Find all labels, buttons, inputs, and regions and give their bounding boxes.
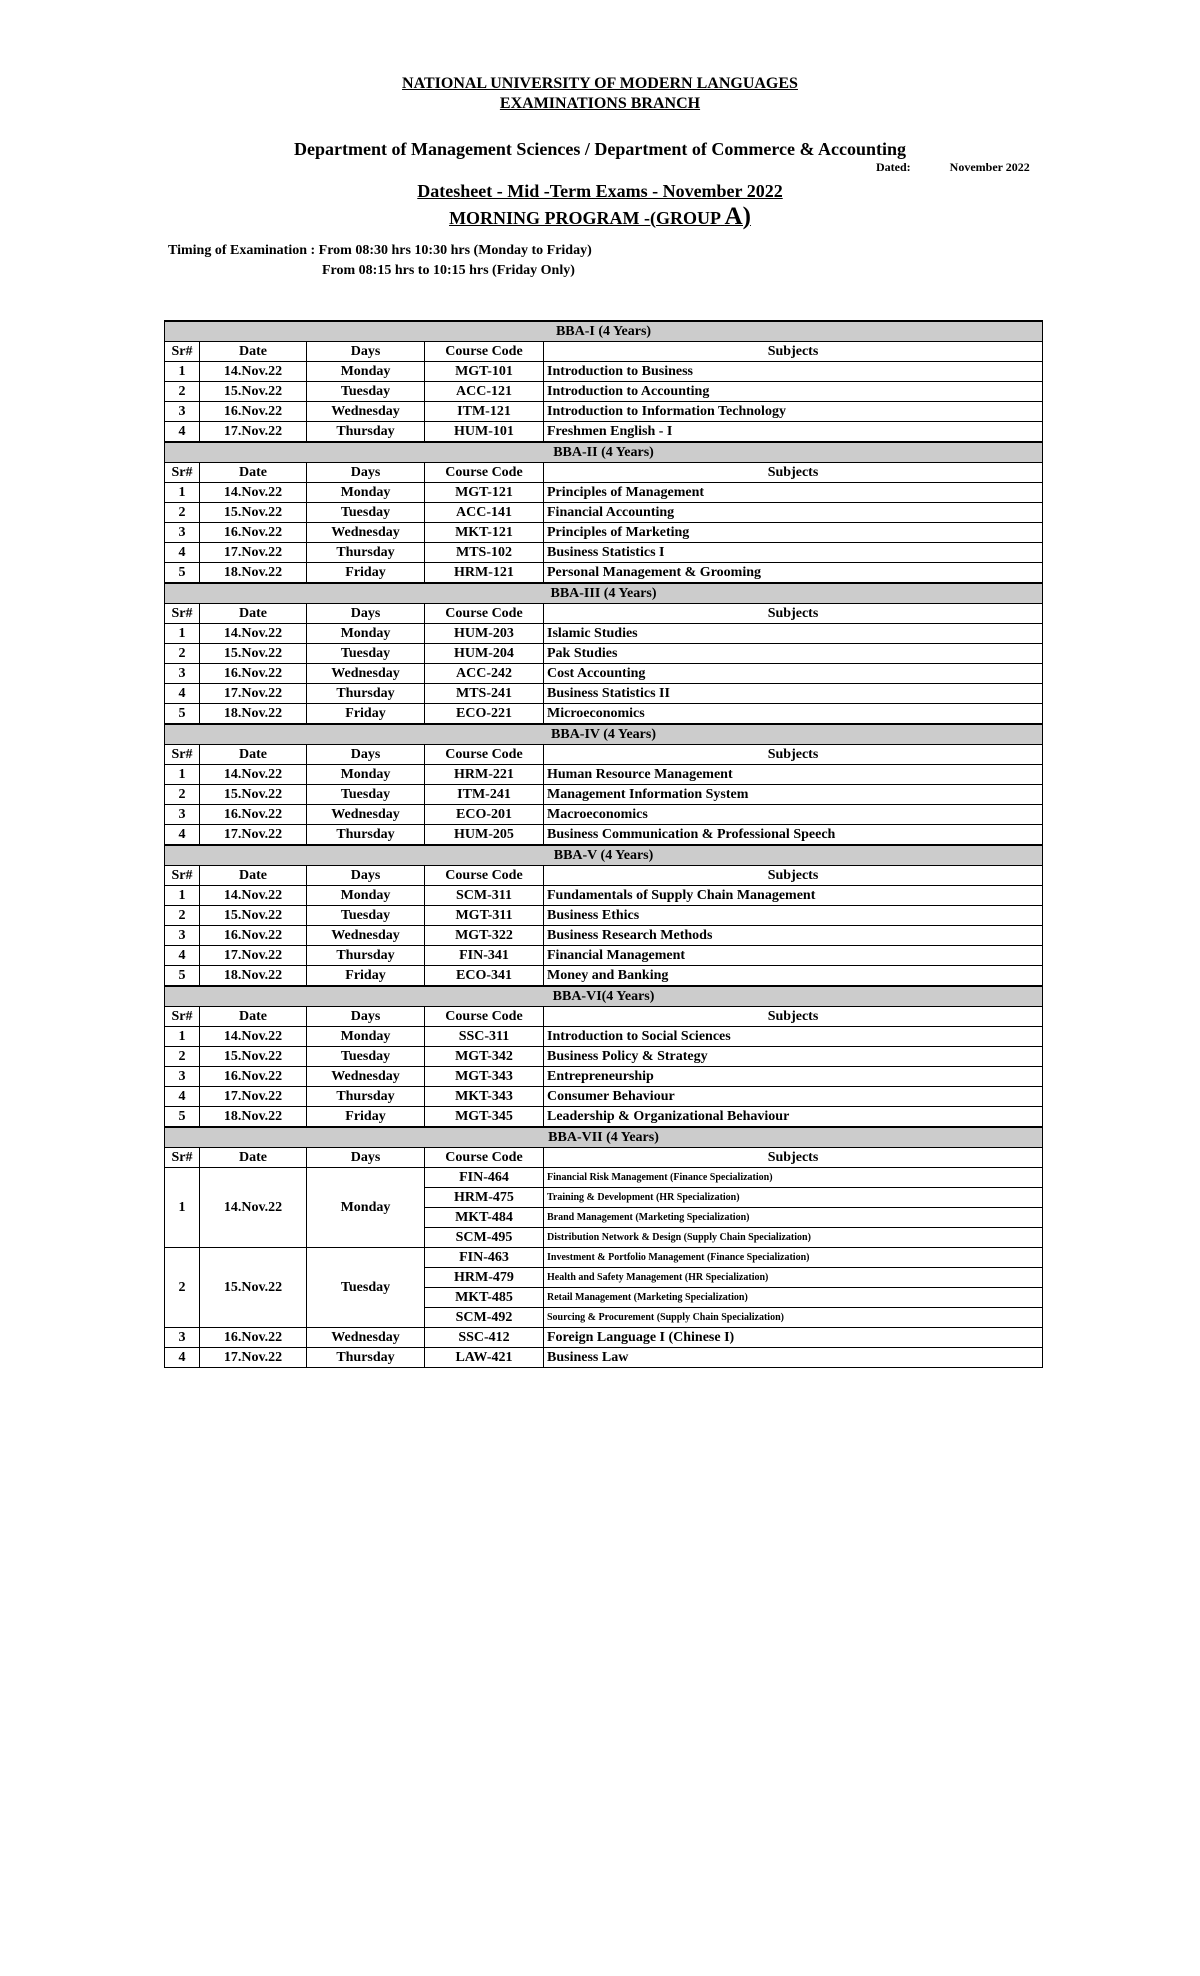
date-cell: 14.Nov.22: [200, 362, 307, 382]
table-row: [165, 1047, 1043, 1067]
date-cell: 15.Nov.22: [200, 503, 307, 523]
date-cell: 16.Nov.22: [200, 664, 307, 684]
sr-cell: 4: [165, 1348, 200, 1368]
subject-cell: Financial Risk Management (Finance Specialization): [544, 1168, 1043, 1188]
table-row: [165, 825, 1043, 846]
sr-cell: 3: [165, 523, 200, 543]
subject-cell: Distribution Network & Design (Supply Chain Specialization): [544, 1228, 1043, 1248]
subject-cell: Financial Accounting: [544, 503, 1043, 523]
column-header-sr: Sr#: [165, 866, 200, 886]
column-header-code: Course Code: [425, 1007, 544, 1027]
sr-cell: 1: [165, 624, 200, 644]
course-code-cell: HUM-204: [425, 644, 544, 664]
subject-cell: Introduction to Social Sciences: [544, 1027, 1043, 1047]
day-cell: Wednesday: [307, 805, 425, 825]
section-title: BBA-VI(4 Years): [165, 986, 1043, 1007]
date-cell: 16.Nov.22: [200, 926, 307, 946]
section-title: BBA-I (4 Years): [165, 321, 1043, 342]
course-code-cell: SCM-492: [425, 1308, 544, 1328]
date-cell: 16.Nov.22: [200, 805, 307, 825]
column-header-days: Days: [307, 1007, 425, 1027]
date-cell: 16.Nov.22: [200, 523, 307, 543]
section-header: [165, 1127, 1043, 1148]
table-row: [165, 523, 1043, 543]
course-code-cell: MGT-343: [425, 1067, 544, 1087]
sr-cell: 4: [165, 1087, 200, 1107]
course-code-cell: MTS-241: [425, 684, 544, 704]
day-cell: Thursday: [307, 543, 425, 563]
subject-cell: Brand Management (Marketing Specialization): [544, 1208, 1043, 1228]
sr-cell: 5: [165, 966, 200, 987]
date-cell: 14.Nov.22: [200, 483, 307, 503]
subject-cell: Introduction to Accounting: [544, 382, 1043, 402]
dated-label: Dated:: [876, 160, 911, 174]
course-code-cell: MKT-484: [425, 1208, 544, 1228]
sr-cell: 4: [165, 684, 200, 704]
day-cell: Wednesday: [307, 523, 425, 543]
sr-cell: 5: [165, 1107, 200, 1128]
subject-cell: Macroeconomics: [544, 805, 1043, 825]
table-row: [165, 926, 1043, 946]
column-header-days: Days: [307, 463, 425, 483]
course-code-cell: ITM-241: [425, 785, 544, 805]
table-row: [165, 886, 1043, 906]
table-row: [165, 684, 1043, 704]
branch-name: EXAMINATIONS BRANCH: [499, 95, 701, 112]
day-cell: Friday: [307, 563, 425, 584]
sr-cell: 5: [165, 563, 200, 584]
subject-cell: Pak Studies: [544, 644, 1043, 664]
subject-cell: Introduction to Business: [544, 362, 1043, 382]
sr-cell: 3: [165, 402, 200, 422]
day-cell: Wednesday: [307, 926, 425, 946]
sr-cell: 2: [165, 644, 200, 664]
table-row: [165, 1087, 1043, 1107]
day-cell: Thursday: [307, 1087, 425, 1107]
subject-cell: Management Information System: [544, 785, 1043, 805]
day-cell: Monday: [307, 1168, 425, 1248]
day-cell: Tuesday: [307, 644, 425, 664]
date-cell: 15.Nov.22: [200, 1248, 307, 1328]
table-row: [165, 966, 1043, 987]
day-cell: Monday: [307, 362, 425, 382]
section-title: BBA-III (4 Years): [165, 583, 1043, 604]
sr-cell: 3: [165, 926, 200, 946]
table-row: [165, 704, 1043, 725]
day-cell: Tuesday: [307, 906, 425, 926]
course-code-cell: HUM-101: [425, 422, 544, 443]
course-code-cell: ITM-121: [425, 402, 544, 422]
date-cell: 16.Nov.22: [200, 402, 307, 422]
column-header-code: Course Code: [425, 463, 544, 483]
day-cell: Friday: [307, 704, 425, 725]
section-header: [165, 442, 1043, 463]
day-cell: Tuesday: [307, 503, 425, 523]
column-header-subjects: Subjects: [544, 463, 1043, 483]
day-cell: Wednesday: [307, 402, 425, 422]
subject-cell: Islamic Studies: [544, 624, 1043, 644]
subject-cell: Freshmen English - I: [544, 422, 1043, 443]
table-row: [165, 1248, 1043, 1268]
course-code-cell: HRM-221: [425, 765, 544, 785]
column-header-date: Date: [200, 1148, 307, 1168]
course-code-cell: SCM-311: [425, 886, 544, 906]
date-cell: 18.Nov.22: [200, 563, 307, 584]
course-code-cell: MGT-345: [425, 1107, 544, 1128]
column-header-subjects: Subjects: [544, 342, 1043, 362]
day-cell: Tuesday: [307, 1248, 425, 1328]
column-header-row: [165, 1148, 1043, 1168]
table-row: [165, 422, 1043, 443]
subject-cell: Principles of Management: [544, 483, 1043, 503]
table-row: [165, 563, 1043, 584]
date-cell: 17.Nov.22: [200, 946, 307, 966]
subject-cell: Business Ethics: [544, 906, 1043, 926]
table-row: [165, 543, 1043, 563]
section-title: BBA-IV (4 Years): [165, 724, 1043, 745]
subject-cell: Entrepreneurship: [544, 1067, 1043, 1087]
sr-cell: 1: [165, 483, 200, 503]
table-row: [165, 483, 1043, 503]
datesheet-title: Datesheet - Mid -Term Exams - November 2022: [417, 181, 783, 201]
table-row: [165, 503, 1043, 523]
column-header-sr: Sr#: [165, 342, 200, 362]
section-header: [165, 986, 1043, 1007]
day-cell: Thursday: [307, 1348, 425, 1368]
day-cell: Wednesday: [307, 1067, 425, 1087]
column-header-row: [165, 745, 1043, 765]
course-code-cell: ACC-242: [425, 664, 544, 684]
date-cell: 15.Nov.22: [200, 382, 307, 402]
course-code-cell: FIN-464: [425, 1168, 544, 1188]
course-code-cell: HUM-205: [425, 825, 544, 846]
dated-line: [876, 160, 1030, 175]
table-row: [165, 382, 1043, 402]
course-code-cell: HUM-203: [425, 624, 544, 644]
dated-value: November 2022: [949, 160, 1030, 174]
subject-cell: Business Research Methods: [544, 926, 1043, 946]
day-cell: Tuesday: [307, 785, 425, 805]
course-code-cell: HRM-475: [425, 1188, 544, 1208]
sr-cell: 2: [165, 1248, 200, 1328]
column-header-code: Course Code: [425, 745, 544, 765]
table-row: [165, 946, 1043, 966]
course-code-cell: MTS-102: [425, 543, 544, 563]
column-header-sr: Sr#: [165, 463, 200, 483]
course-code-cell: ACC-121: [425, 382, 544, 402]
exam-schedule-body: [165, 321, 1043, 1368]
date-cell: 15.Nov.22: [200, 1047, 307, 1067]
day-cell: Thursday: [307, 684, 425, 704]
column-header-subjects: Subjects: [544, 866, 1043, 886]
sr-cell: 2: [165, 382, 200, 402]
table-row: [165, 402, 1043, 422]
day-cell: Thursday: [307, 946, 425, 966]
sr-cell: 4: [165, 543, 200, 563]
date-cell: 14.Nov.22: [200, 624, 307, 644]
column-header-days: Days: [307, 342, 425, 362]
day-cell: Monday: [307, 886, 425, 906]
column-header-date: Date: [200, 463, 307, 483]
course-code-cell: MKT-121: [425, 523, 544, 543]
sr-cell: 3: [165, 805, 200, 825]
column-header-sr: Sr#: [165, 604, 200, 624]
sr-cell: 2: [165, 906, 200, 926]
section-header: [165, 724, 1043, 745]
column-header-days: Days: [307, 866, 425, 886]
date-cell: 17.Nov.22: [200, 543, 307, 563]
course-code-cell: MGT-311: [425, 906, 544, 926]
day-cell: Friday: [307, 966, 425, 987]
column-header-subjects: Subjects: [544, 604, 1043, 624]
date-cell: 17.Nov.22: [200, 1087, 307, 1107]
subject-cell: Principles of Marketing: [544, 523, 1043, 543]
date-cell: 16.Nov.22: [200, 1328, 307, 1348]
sr-cell: 5: [165, 704, 200, 725]
date-cell: 17.Nov.22: [200, 825, 307, 846]
table-row: [165, 765, 1043, 785]
day-cell: Wednesday: [307, 1328, 425, 1348]
subject-cell: Investment & Portfolio Management (Finance Specialization): [544, 1248, 1043, 1268]
table-row: [165, 1027, 1043, 1047]
table-row: [165, 1348, 1043, 1368]
column-header-code: Course Code: [425, 866, 544, 886]
subject-cell: Sourcing & Procurement (Supply Chain Specialization): [544, 1308, 1043, 1328]
table-row: [165, 1107, 1043, 1128]
course-code-cell: LAW-421: [425, 1348, 544, 1368]
column-header-subjects: Subjects: [544, 1007, 1043, 1027]
column-header-row: [165, 342, 1043, 362]
date-cell: 17.Nov.22: [200, 422, 307, 443]
column-header-sr: Sr#: [165, 1007, 200, 1027]
day-cell: Tuesday: [307, 1047, 425, 1067]
section-title: BBA-VII (4 Years): [165, 1127, 1043, 1148]
course-code-cell: SCM-495: [425, 1228, 544, 1248]
sr-cell: 1: [165, 362, 200, 382]
section-header: [165, 583, 1043, 604]
table-row: [165, 1168, 1043, 1188]
column-header-date: Date: [200, 1007, 307, 1027]
column-header-subjects: Subjects: [544, 745, 1043, 765]
sr-cell: 3: [165, 664, 200, 684]
column-header-row: [165, 463, 1043, 483]
subject-cell: Business Law: [544, 1348, 1043, 1368]
date-cell: 17.Nov.22: [200, 684, 307, 704]
column-header-subjects: Subjects: [544, 1148, 1043, 1168]
table-row: [165, 1328, 1043, 1348]
table-row: [165, 805, 1043, 825]
date-cell: 14.Nov.22: [200, 886, 307, 906]
column-header-date: Date: [200, 342, 307, 362]
column-header-days: Days: [307, 604, 425, 624]
date-cell: 18.Nov.22: [200, 1107, 307, 1128]
subject-cell: Training & Development (HR Specialization): [544, 1188, 1043, 1208]
date-cell: 18.Nov.22: [200, 704, 307, 725]
section-header: [165, 321, 1043, 342]
table-row: [165, 624, 1043, 644]
timing-line-1: Timing of Examination : From 08:30 hrs 10:30 hrs (Monday to Friday): [168, 243, 592, 258]
column-header-row: [165, 866, 1043, 886]
date-cell: 14.Nov.22: [200, 1168, 307, 1248]
section-header: [165, 845, 1043, 866]
date-cell: 14.Nov.22: [200, 1027, 307, 1047]
timing-line-2: From 08:15 hrs to 10:15 hrs (Friday Only): [322, 263, 575, 278]
subject-cell: Business Statistics II: [544, 684, 1043, 704]
day-cell: Thursday: [307, 422, 425, 443]
subject-cell: Money and Banking: [544, 966, 1043, 987]
subject-cell: Leadership & Organizational Behaviour: [544, 1107, 1043, 1128]
sr-cell: 1: [165, 886, 200, 906]
subject-cell: Business Statistics I: [544, 543, 1043, 563]
column-header-date: Date: [200, 745, 307, 765]
day-cell: Tuesday: [307, 382, 425, 402]
table-row: [165, 362, 1043, 382]
day-cell: Monday: [307, 1027, 425, 1047]
column-header-date: Date: [200, 866, 307, 886]
course-code-cell: MGT-101: [425, 362, 544, 382]
course-code-cell: ECO-221: [425, 704, 544, 725]
subject-cell: Fundamentals of Supply Chain Management: [544, 886, 1043, 906]
column-header-row: [165, 1007, 1043, 1027]
subject-cell: Human Resource Management: [544, 765, 1043, 785]
course-code-cell: FIN-463: [425, 1248, 544, 1268]
program-suffix: A): [724, 203, 751, 230]
course-code-cell: MKT-485: [425, 1288, 544, 1308]
course-code-cell: FIN-341: [425, 946, 544, 966]
course-code-cell: MGT-342: [425, 1047, 544, 1067]
table-row: [165, 906, 1043, 926]
subject-cell: Consumer Behaviour: [544, 1087, 1043, 1107]
table-row: [165, 644, 1043, 664]
column-header-days: Days: [307, 745, 425, 765]
course-code-cell: ECO-201: [425, 805, 544, 825]
date-cell: 15.Nov.22: [200, 644, 307, 664]
course-code-cell: HRM-121: [425, 563, 544, 584]
university-name: NATIONAL UNIVERSITY OF MODERN LANGUAGES: [402, 75, 798, 92]
subject-cell: Retail Management (Marketing Specialization): [544, 1288, 1043, 1308]
date-cell: 17.Nov.22: [200, 1348, 307, 1368]
course-code-cell: MKT-343: [425, 1087, 544, 1107]
course-code-cell: ECO-341: [425, 966, 544, 987]
section-title: BBA-II (4 Years): [165, 442, 1043, 463]
day-cell: Monday: [307, 483, 425, 503]
sr-cell: 3: [165, 1328, 200, 1348]
day-cell: Thursday: [307, 825, 425, 846]
exam-schedule-table: [164, 320, 1043, 1368]
subject-cell: Personal Management & Grooming: [544, 563, 1043, 584]
table-row: [165, 1067, 1043, 1087]
sr-cell: 3: [165, 1067, 200, 1087]
sr-cell: 2: [165, 1047, 200, 1067]
sr-cell: 4: [165, 946, 200, 966]
subject-cell: Business Policy & Strategy: [544, 1047, 1043, 1067]
sr-cell: 1: [165, 765, 200, 785]
subject-cell: Foreign Language I (Chinese I): [544, 1328, 1043, 1348]
course-code-cell: SSC-412: [425, 1328, 544, 1348]
course-code-cell: MGT-322: [425, 926, 544, 946]
sr-cell: 4: [165, 422, 200, 443]
department-title: Department of Management Sciences / Department of Commerce & Accounting: [293, 139, 907, 159]
column-header-code: Course Code: [425, 342, 544, 362]
day-cell: Friday: [307, 1107, 425, 1128]
table-row: [165, 664, 1043, 684]
date-cell: 15.Nov.22: [200, 785, 307, 805]
day-cell: Monday: [307, 765, 425, 785]
column-header-sr: Sr#: [165, 1148, 200, 1168]
course-code-cell: HRM-479: [425, 1268, 544, 1288]
date-cell: 16.Nov.22: [200, 1067, 307, 1087]
sr-cell: 1: [165, 1027, 200, 1047]
course-code-cell: MGT-121: [425, 483, 544, 503]
section-title: BBA-V (4 Years): [165, 845, 1043, 866]
subject-cell: Health and Safety Management (HR Specialization): [544, 1268, 1043, 1288]
date-cell: 14.Nov.22: [200, 765, 307, 785]
program-group: GROUP: [656, 208, 721, 228]
column-header-date: Date: [200, 604, 307, 624]
sr-cell: 2: [165, 503, 200, 523]
column-header-code: Course Code: [425, 604, 544, 624]
date-cell: 18.Nov.22: [200, 966, 307, 987]
column-header-days: Days: [307, 1148, 425, 1168]
day-cell: Monday: [307, 624, 425, 644]
course-code-cell: ACC-141: [425, 503, 544, 523]
subject-cell: Business Communication & Professional Speech: [544, 825, 1043, 846]
sr-cell: 4: [165, 825, 200, 846]
program-prefix: MORNING PROGRAM -(: [449, 208, 657, 228]
column-header-sr: Sr#: [165, 745, 200, 765]
subject-cell: Cost Accounting: [544, 664, 1043, 684]
date-cell: 15.Nov.22: [200, 906, 307, 926]
sr-cell: 2: [165, 785, 200, 805]
program-title: [0, 204, 1200, 231]
column-header-row: [165, 604, 1043, 624]
course-code-cell: SSC-311: [425, 1027, 544, 1047]
subject-cell: Financial Management: [544, 946, 1043, 966]
column-header-code: Course Code: [425, 1148, 544, 1168]
day-cell: Wednesday: [307, 664, 425, 684]
subject-cell: Introduction to Information Technology: [544, 402, 1043, 422]
subject-cell: Microeconomics: [544, 704, 1043, 725]
sr-cell: 1: [165, 1168, 200, 1248]
table-row: [165, 785, 1043, 805]
